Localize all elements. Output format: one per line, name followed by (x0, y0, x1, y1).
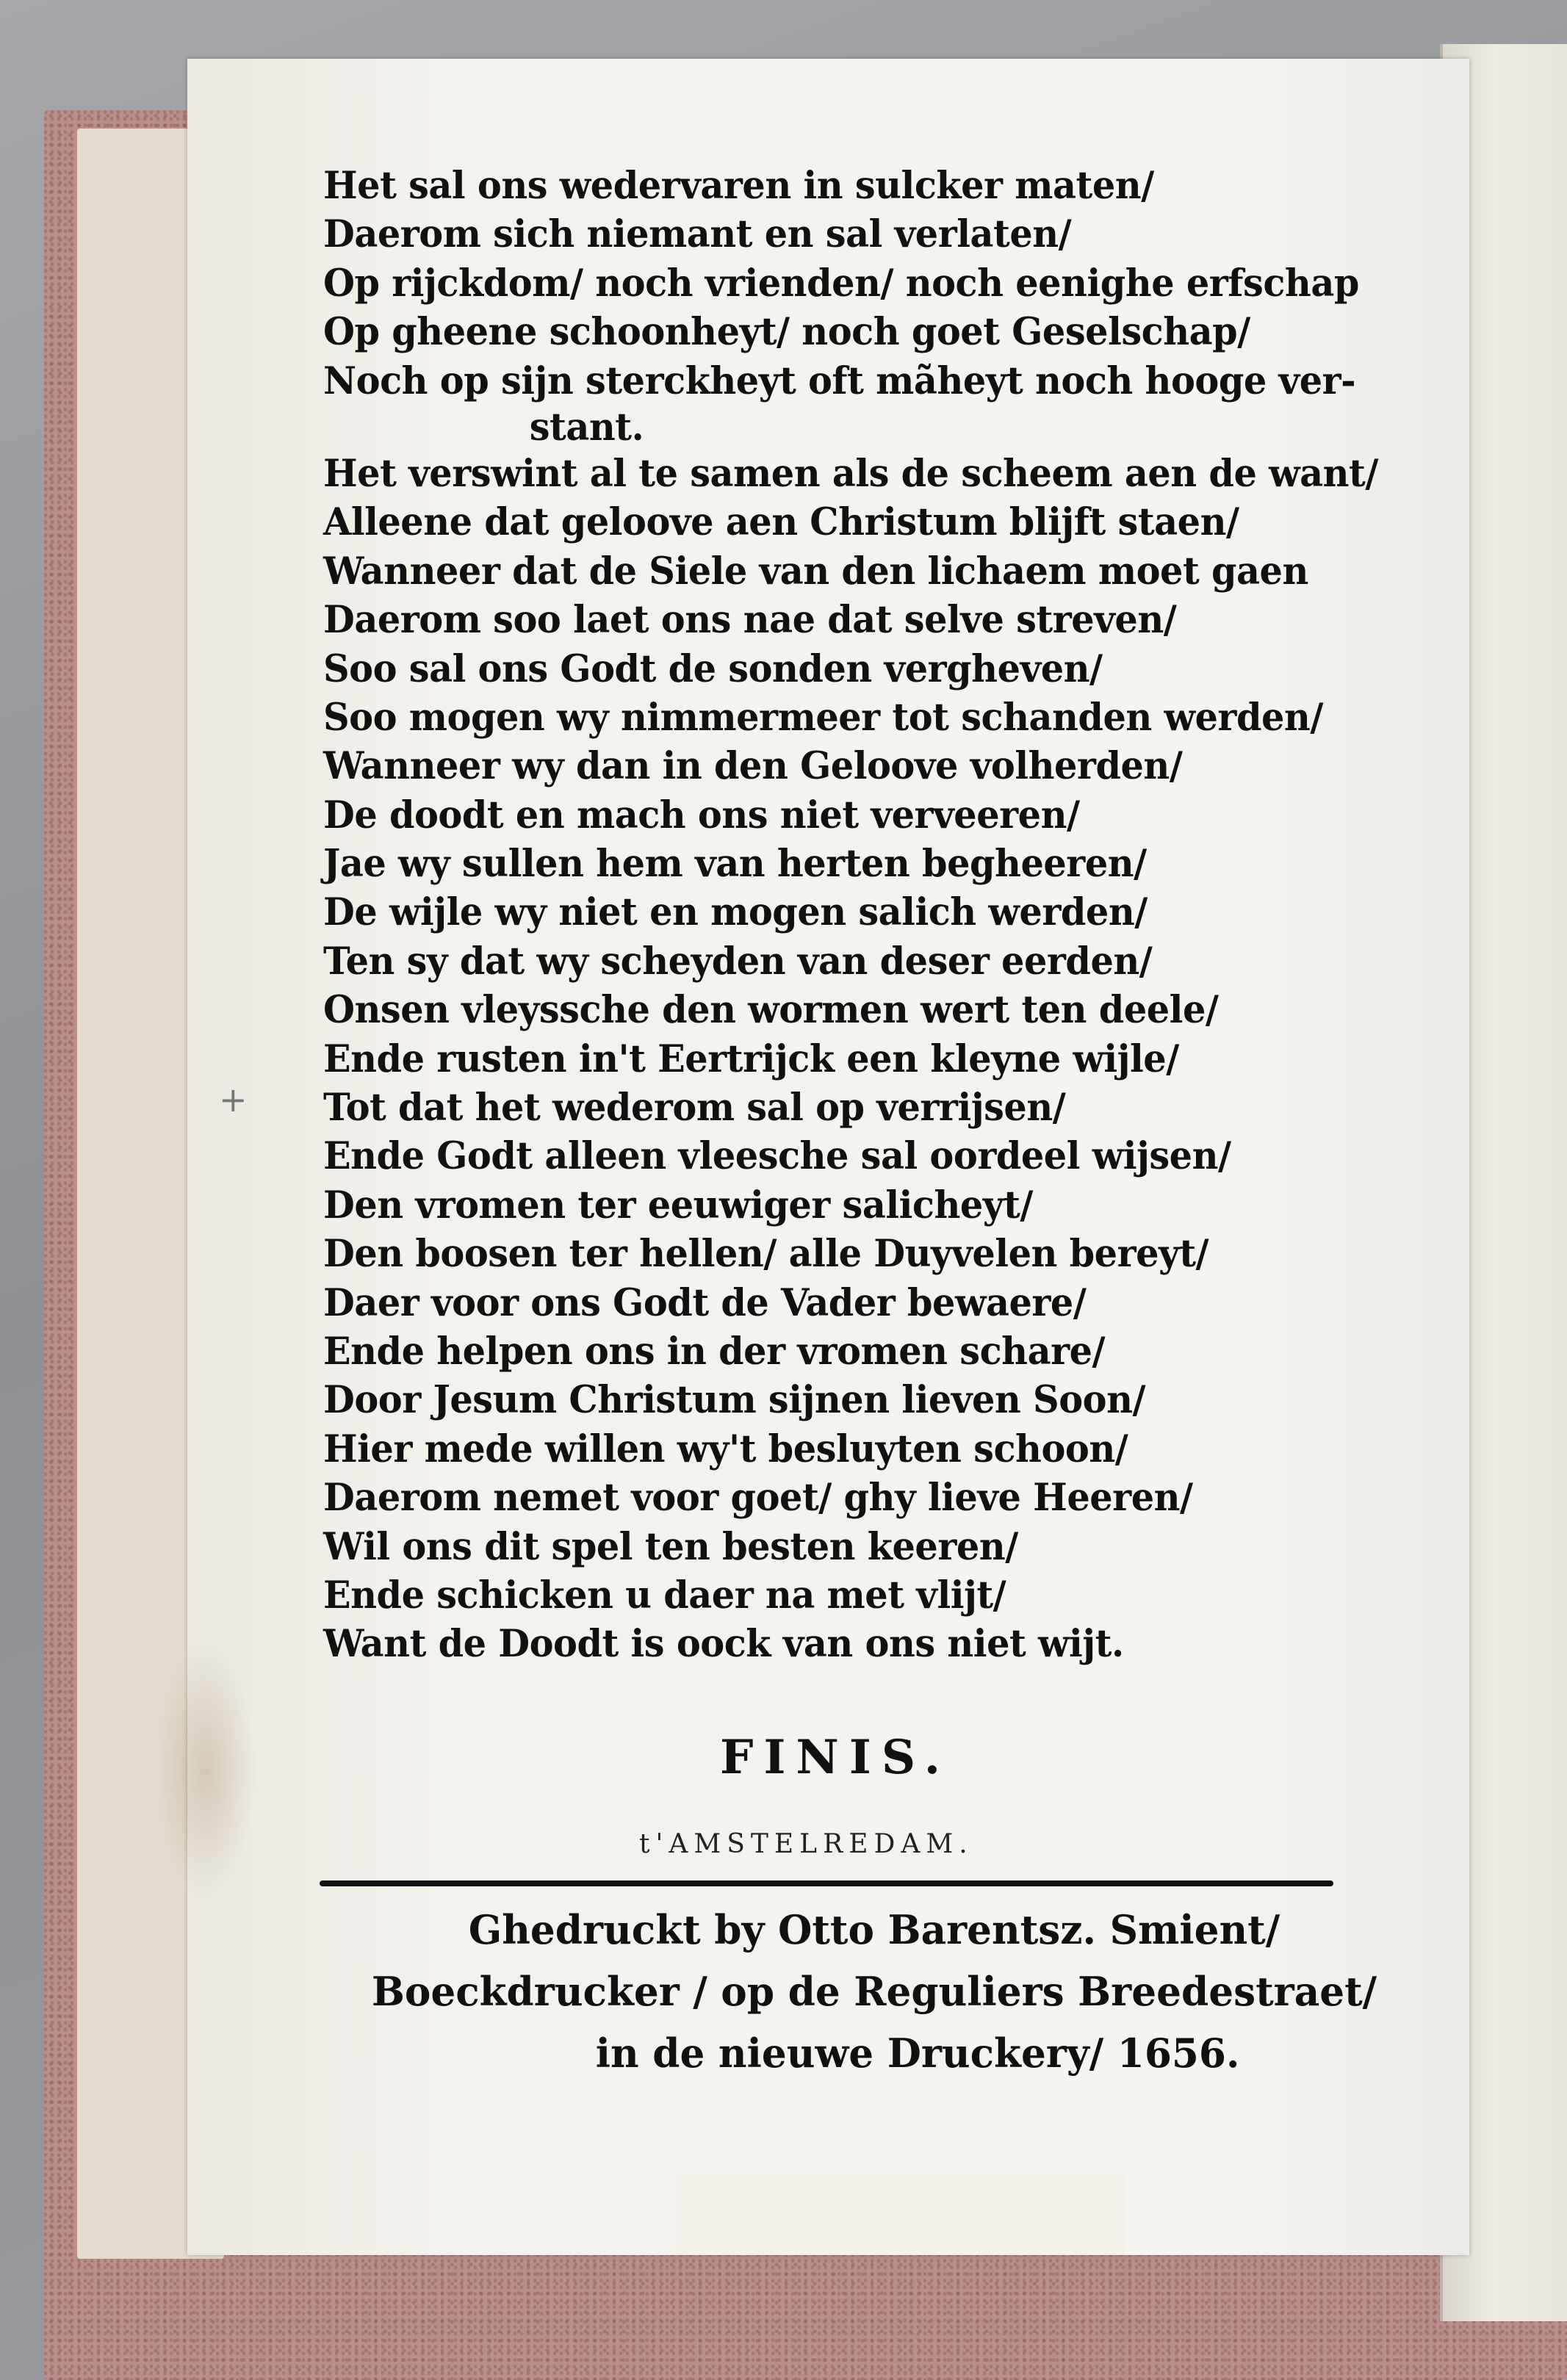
poem-line: Soo mogen wy nimmermeer tot schanden werden/ (323, 695, 1323, 740)
poem-text (323, 162, 1455, 1669)
pencil-mark: + (219, 1080, 248, 1119)
imprint-city: t'AMSTELREDAM. (639, 1829, 973, 1859)
poem-line: Het sal ons wedervaren in sulcker maten/ (323, 164, 1154, 208)
poem-line: Tot dat het wederom sal op verrijsen/ (323, 1086, 1066, 1130)
poem-line: Daerom nemet voor goet/ ghy lieve Heeren/ (323, 1476, 1193, 1521)
page-repair-patch (676, 2174, 1124, 2255)
poem-line: Onsen vleyssche den wormen wert ten deele/ (323, 988, 1219, 1033)
colophon (353, 1899, 1396, 2084)
poem-line: De doodt en mach ons niet verveeren/ (323, 793, 1080, 837)
poem-line: Noch op sijn sterckheyt oft mãheyt noch hooge ver- (323, 358, 1356, 403)
poem-line: Den vromen ter eeuwiger salicheyt/ (323, 1183, 1033, 1227)
poem-line: Ten sy dat wy scheyden van deser eerden/ (323, 939, 1153, 984)
poem-line: Op rijckdom/ noch vrienden/ noch eenighe erfschap (323, 261, 1359, 306)
poem-line: Soo sal ons Godt de sonden vergheven/ (323, 646, 1103, 691)
poem-line: Want de Doodt is oock van ons niet wijt. (323, 1622, 1124, 1667)
divider-rule (320, 1880, 1333, 1886)
poem-line: Alleene dat geloove aen Christum blijft staen/ (323, 500, 1239, 545)
poem-line: De wijle wy niet en mogen salich werden/ (323, 890, 1148, 935)
poem-line: Daerom sich niemant en sal verlaten/ (323, 212, 1072, 257)
poem-line: Ende schicken u daer na met vlijt/ (323, 1573, 1006, 1618)
colophon-line: Ghedruckt by Otto Barentsz. Smient/ (468, 1906, 1280, 1953)
poem-line: Wanneer wy dan in den Geloove volherden/ (323, 744, 1183, 789)
colophon-line: Boeckdrucker / op de Reguliers Breedestraet/ (371, 1968, 1377, 2015)
poem-line: Wanneer dat de Siele van den lichaem moet gaen (323, 549, 1308, 594)
poem-line: Het verswint al te samen als de scheem aen de want/ (323, 451, 1378, 496)
poem-line: stant. (529, 405, 644, 450)
poem-line: Den boosen ter hellen/ alle Duyvelen bereyt/ (323, 1232, 1209, 1277)
poem-line: Wil ons dit spel ten besten keeren/ (323, 1524, 1018, 1569)
poem-line: Hier mede willen wy't besluyten schoon/ (323, 1427, 1128, 1471)
poem-line: Jae wy sullen hem van herten begheeren/ (323, 842, 1147, 887)
poem-line: Ende Godt alleen vleesche sal oordeel wijsen/ (323, 1134, 1231, 1179)
poem-line: Ende helpen ons in der vromen schare/ (323, 1329, 1106, 1374)
colophon-line: in de nieuwe Druckery/ 1656. (595, 2030, 1240, 2077)
poem-line: Op gheene schoonheyt/ noch goet Geselschap/ (323, 310, 1250, 355)
finis-heading: FINIS. (720, 1730, 951, 1785)
poem-line: Ende rusten in't Eertrijck een kleyne wijle/ (323, 1036, 1179, 1081)
page-stain (154, 1638, 257, 1903)
poem-line: Daerom soo laet ons nae dat selve streven/ (323, 598, 1177, 643)
poem-line: Door Jesum Christum sijnen lieven Soon/ (323, 1378, 1146, 1423)
poem-line: Daer voor ons Godt de Vader bewaere/ (323, 1280, 1087, 1325)
